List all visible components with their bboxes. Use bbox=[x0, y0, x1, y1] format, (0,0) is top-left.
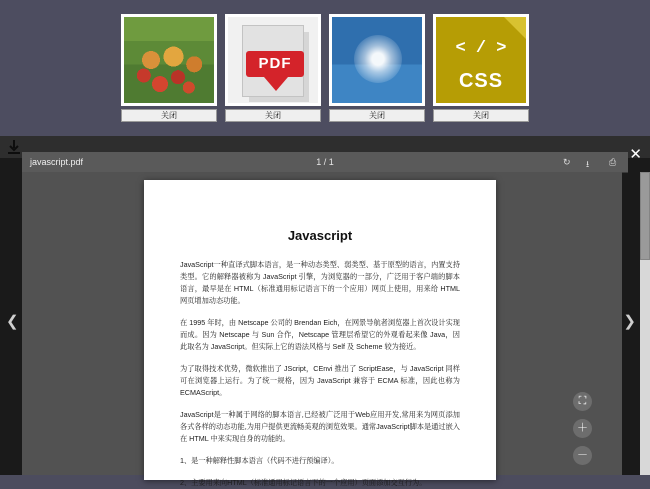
css-label: CSS bbox=[458, 70, 504, 92]
pdf-badge-label: PDF bbox=[246, 51, 304, 77]
document-paragraph: JavaScript一种直译式脚本语言，是一种动态类型、弱类型、基于原型的语言，内置支持类型。它的解释器被称为 JavaScript 引擎，为浏览器的一部分，广泛用于客户端的脚本语言，最早是在 HTML（标准通用标记语言下的一个应用）网页上使用，用来给 HTML 网页增加动态功能。 bbox=[180, 260, 460, 305]
pdf-page bbox=[144, 180, 496, 487]
document-canvas bbox=[22, 172, 622, 487]
previous-item-arrow[interactable]: ❮ bbox=[6, 313, 19, 330]
pdf-filename: javascript.pdf bbox=[30, 157, 84, 167]
thumbnail-item[interactable] bbox=[433, 14, 529, 130]
thumbnail-item[interactable] bbox=[329, 14, 425, 130]
scrollbar-thumb[interactable] bbox=[640, 172, 650, 260]
print-icon[interactable]: ⎙ bbox=[609, 156, 617, 167]
thumbnail-item[interactable] bbox=[225, 14, 321, 130]
thumbnail-strip bbox=[0, 14, 650, 130]
vertical-scrollbar[interactable] bbox=[640, 172, 650, 475]
pdf-file-thumbnail[interactable] bbox=[225, 14, 321, 106]
zoom-out-button[interactable]: － bbox=[573, 446, 592, 465]
close-thumbnail-button[interactable]: 关闭 bbox=[329, 109, 425, 122]
toolbar-actions bbox=[563, 157, 620, 168]
document-paragraph: 在 1995 年时，由 Netscape 公司的 Brendan Eich，在网景导航者浏览器上首次设计实现而成。因为 Netscape 与 Sun 合作，Netscape 管理层希望它的外观看起来像 Java，因此取名为 JavaScript。但实际上它的语法风格与 Self 及 Scheme 较为接近。 bbox=[180, 318, 460, 351]
close-thumbnail-button[interactable]: 关闭 bbox=[121, 109, 217, 122]
document-paragraph: JavaScript是一种属于网络的脚本语言,已经被广泛用于Web应用开发,常用来为网页添加各式各样的动态功能,为用户提供更流畅美观的浏览效果。通常JavaScript脚本是通过嵌入在 HTML 中来实现自身的功能的。 bbox=[180, 410, 460, 443]
zoom-in-button[interactable]: ＋ bbox=[573, 419, 592, 438]
thumbnail-item[interactable] bbox=[121, 14, 217, 130]
close-thumbnail-button[interactable]: 关闭 bbox=[225, 109, 321, 122]
download-icon[interactable]: ⭳ bbox=[586, 158, 590, 169]
apples-photo-thumbnail[interactable] bbox=[121, 14, 217, 106]
download-icon[interactable] bbox=[6, 139, 22, 155]
rotate-icon[interactable]: ↻ bbox=[563, 156, 571, 167]
download-arrow-icon bbox=[264, 77, 288, 91]
next-item-arrow[interactable]: ❯ bbox=[623, 313, 636, 330]
code-brackets-label: < / > bbox=[455, 39, 507, 58]
document-paragraph: 1、是一种解释性脚本语言（代码不进行预编译）。 bbox=[180, 456, 339, 465]
css-icon bbox=[436, 17, 526, 103]
close-thumbnail-button[interactable]: 关闭 bbox=[433, 109, 529, 122]
pdf-icon bbox=[228, 17, 318, 103]
close-icon[interactable]: ✕ bbox=[629, 146, 642, 163]
document-title: Javascript bbox=[287, 228, 353, 243]
dandelion-photo-thumbnail[interactable] bbox=[329, 14, 425, 106]
document-paragraph: 为了取得技术优势，微软推出了 JScript，CEnvi 推出了 ScriptEase，与 JavaScript 同样可在浏览器上运行。为了统一规格，因为 JavaScript 兼容于 ECMA 标准，因此也称为 ECMAScript。 bbox=[180, 364, 460, 397]
apples-image bbox=[124, 17, 214, 103]
css-file-thumbnail[interactable] bbox=[433, 14, 529, 106]
dandelion-image bbox=[332, 17, 422, 103]
pdf-toolbar bbox=[22, 152, 628, 173]
page-fold-icon bbox=[504, 17, 526, 39]
page-indicator: 1 / 1 bbox=[316, 157, 334, 167]
fit-page-button[interactable]: ⛶ bbox=[573, 392, 592, 411]
zoom-controls bbox=[573, 392, 592, 465]
document-paragraph: 2、主要用来向HTML（标准通用标记语言下的一个应用）页面添加交互行为。 bbox=[180, 478, 427, 487]
pdf-viewer-overlay bbox=[0, 136, 650, 487]
